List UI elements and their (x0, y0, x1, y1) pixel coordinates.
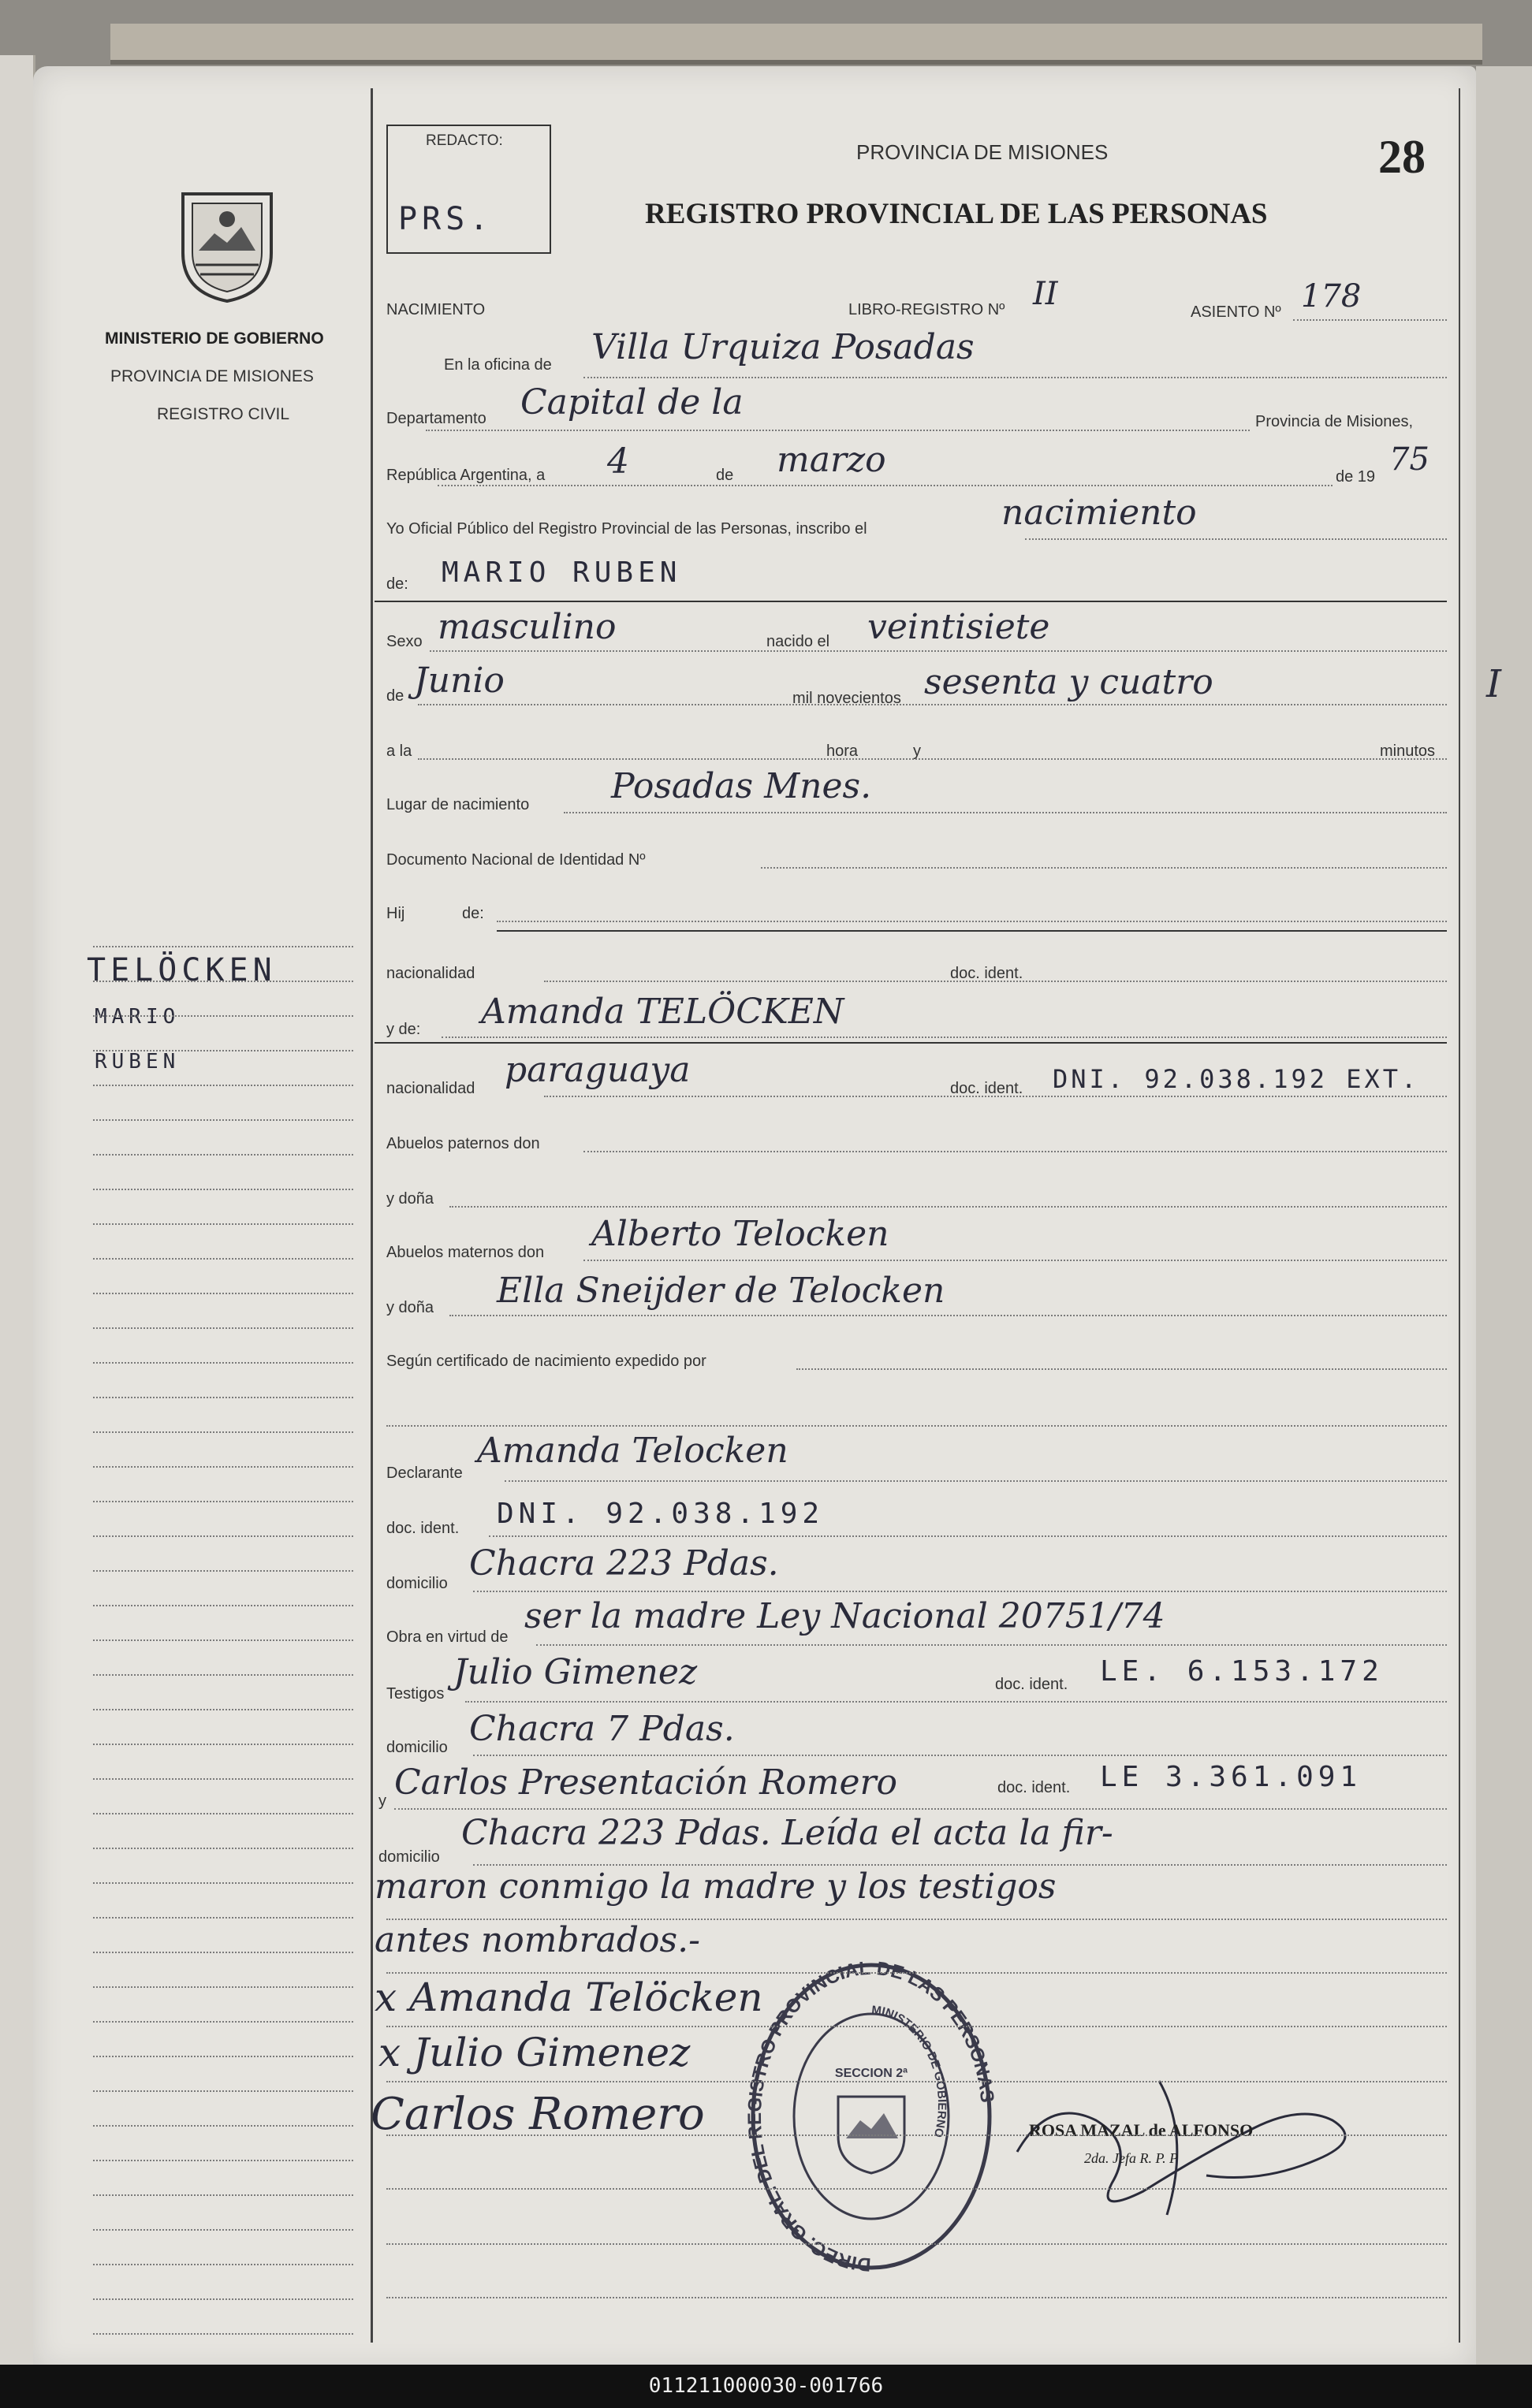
form-ruled-line (449, 1315, 1447, 1316)
form-ruled-line (386, 2081, 1447, 2082)
form-ruled-line (796, 1368, 1447, 1370)
sidebar-ruled-line (93, 1778, 353, 1780)
sidebar-ruled-line (93, 1189, 353, 1190)
declarante-label: Declarante (386, 1465, 463, 1482)
domicilio-value: Chacra 223 Pdas. (469, 1543, 779, 1584)
de-colon-label: de: (462, 905, 484, 922)
ministry-label: MINISTERIO DE GOBIERNO (105, 329, 324, 348)
testigo1-value: Julio Gimenez (453, 1652, 698, 1692)
nacionalidad2-label: nacionalidad (386, 1080, 475, 1097)
domicilio-t2-label: domicilio (378, 1848, 440, 1866)
form-ruled-line (497, 921, 1447, 922)
domicilio-t1-label: domicilio (386, 1739, 448, 1756)
form-ruled-line (583, 377, 1447, 378)
margin-divider (371, 88, 373, 2343)
form-ruled-line (505, 1480, 1447, 1482)
sidebar-ruled-line (93, 1986, 353, 1988)
signature-witness-2: Carlos Romero (371, 2089, 705, 2140)
sidebar-ruled-line (93, 1605, 353, 1606)
sidebar-ruled-line (93, 1639, 353, 1641)
minutos-label: minutos (1380, 742, 1436, 760)
lugar-value: Posadas Mnes. (611, 766, 872, 806)
oficial-label: Yo Oficial Público del Registro Provincial de las Personas, inscribo el (386, 520, 867, 538)
sidebar-ruled-line (93, 1535, 353, 1537)
svg-text:DIREC. GRAL. DEL REGISTRO PROV (745, 1959, 997, 2274)
sidebar-ruled-line (93, 2194, 353, 2196)
sidebar-ruled-line (93, 1882, 353, 1884)
form-ruled-line (386, 1425, 1447, 1427)
sidebar-ruled-line (93, 1085, 353, 1086)
sidebar-ruled-line (93, 981, 353, 982)
anio-nac-value: sesenta y cuatro (924, 662, 1213, 702)
provincia-suffix: Provincia de Misiones, (1255, 413, 1414, 430)
nombre-value: MARIO RUBEN (442, 556, 682, 589)
sidebar-ruled-line (93, 2090, 353, 2092)
sidebar-office: REGISTRO CIVIL (157, 405, 290, 423)
y-label: y (913, 742, 921, 760)
official-stamp (745, 1959, 997, 2278)
margin-note-second-name: RUBEN (95, 1050, 181, 1074)
form-ruled-line (465, 1701, 1447, 1703)
form-ruled-line (544, 981, 1447, 982)
form-ruled-line (426, 430, 1250, 431)
stamp-section-text: SECCION 2ª (834, 2067, 908, 2080)
form-ruled-line (418, 758, 1447, 760)
form-ruled-line (386, 2134, 1447, 2136)
form-ruled-line (1293, 319, 1447, 321)
sidebar-ruled-line (93, 2229, 353, 2231)
domicilio-t1-value: Chacra 7 Pdas. (469, 1709, 735, 1749)
sidebar-ruled-line (93, 1952, 353, 1953)
sidebar-ruled-line (93, 1223, 353, 1225)
form-ruled-line (418, 704, 1447, 705)
y-de-label: y de: (386, 1021, 421, 1038)
hij-label: Hij (386, 905, 405, 922)
form-ruled-line (438, 485, 1333, 486)
doc-ident-label: doc. ident. (950, 965, 1023, 982)
mes-nac-value: Junio (414, 661, 505, 701)
form-ruled-line (386, 2297, 1447, 2298)
stamp-outer-text: DIREC. GRAL. DEL REGISTRO PROVINCIAL DE LAS PERSONAS (745, 1959, 997, 2274)
page-title: REGISTRO PROVINCIAL DE LAS PERSONAS (645, 198, 1268, 230)
de-label: de (716, 467, 734, 484)
libro-value: II (1033, 276, 1058, 312)
doc-ident2-label: doc. ident. (950, 1080, 1023, 1097)
oficina-value: Villa Urquiza Posadas (591, 327, 975, 367)
acto-value: nacimiento (1001, 493, 1197, 533)
form-ruled-line (449, 1206, 1447, 1208)
form-ruled-line (1025, 538, 1447, 540)
sidebar-ruled-line (93, 1466, 353, 1468)
testigo1-doc-label: doc. ident. (995, 1676, 1068, 1693)
header-province: PROVINCIA DE MISIONES (856, 140, 1109, 164)
domicilio-t2-value: Chacra 223 Pdas. Leída el acta la fir- (461, 1813, 1113, 1853)
doc-madre-value: DNI. 92.038.192 EXT. (1053, 1064, 1420, 1094)
continuation-line-2: antes nombrados.- (375, 1920, 700, 1960)
abuelos-pat-label: Abuelos paternos don (386, 1135, 540, 1152)
sidebar-ruled-line (93, 1570, 353, 1572)
sidebar-ruled-line (93, 1362, 353, 1364)
sidebar-ruled-line (93, 2056, 353, 2057)
hora-label: hora (826, 742, 859, 760)
nacionalidad2-value: paraguaya (505, 1050, 691, 1090)
form-ruled-line (442, 1037, 1447, 1038)
sidebar-ruled-line (93, 2125, 353, 2127)
dia-value: 4 (607, 441, 629, 482)
sidebar-ruled-line (93, 946, 353, 947)
sidebar-ruled-line (93, 2298, 353, 2300)
form-ruled-line (386, 1972, 1447, 1974)
form-ruled-line (394, 1808, 1447, 1810)
page-number: 28 (1378, 131, 1426, 183)
form-ruled-line (536, 1644, 1447, 1646)
sidebar-ruled-line (93, 1258, 353, 1260)
testigo2-doc: LE 3.361.091 (1100, 1761, 1362, 1793)
left-page-edge (0, 55, 35, 2365)
continuation-line-1: maron conmigo la madre y los testigos (375, 1866, 1057, 1907)
form-ruled-line (489, 1535, 1447, 1537)
obra-value: ser la madre Ley Nacional 20751/74 (524, 1596, 1165, 1636)
nacionalidad-label: nacionalidad (386, 965, 475, 982)
libro-label: LIBRO-REGISTRO Nº (848, 301, 1005, 318)
margin-mark: I (1486, 662, 1501, 706)
sexo-label: Sexo (386, 633, 423, 650)
book-binding (110, 24, 1482, 65)
de-nombre-label: de: (386, 575, 408, 593)
redacto-label: REDACTO: (426, 132, 503, 149)
sidebar-ruled-line (93, 1709, 353, 1710)
sidebar-ruled-line (93, 1015, 353, 1017)
sidebar-ruled-line (93, 1431, 353, 1433)
dni-label: Documento Nacional de Identidad Nº (386, 851, 646, 869)
form-ruled-line (761, 867, 1447, 869)
sidebar-ruled-line (93, 1119, 353, 1121)
form-ruled-line (564, 812, 1447, 813)
sidebar-ruled-line (93, 2021, 353, 2023)
declarante-value: Amanda Telocken (477, 1431, 788, 1471)
sidebar-province: PROVINCIA DE MISIONES (110, 367, 314, 385)
obra-label: Obra en virtud de (386, 1628, 509, 1646)
mes-value: marzo (777, 440, 886, 480)
testigo1-doc: LE. 6.153.172 (1100, 1655, 1384, 1688)
form-ruled-line (430, 650, 1447, 652)
margin-note-name: MARIO (95, 1005, 181, 1029)
domicilio-label: domicilio (386, 1575, 448, 1592)
form-ruled-line (544, 1096, 1447, 1097)
mil-label: mil novecientos (792, 690, 901, 707)
form-ruled-line (386, 2026, 1447, 2027)
abuelos-mat-label: Abuelos maternos don (386, 1244, 545, 1261)
archive-code: 011211000030-001766 (0, 2365, 1532, 2408)
abuela-mat-value: Ella Sneijder de Telocken (497, 1271, 945, 1311)
province-seal (175, 186, 279, 308)
abuelo-mat-value: Alberto Telocken (591, 1214, 889, 1254)
sidebar-ruled-line (93, 1293, 353, 1294)
oficina-label: En la oficina de (444, 356, 552, 374)
signature-witness-1: x Julio Gimenez (378, 2030, 691, 2075)
form-section-rule (497, 930, 1447, 932)
sidebar-ruled-line (93, 1813, 353, 1814)
form-ruled-line (473, 1755, 1447, 1756)
form-ruled-line (386, 2188, 1447, 2190)
y-dona-mat-label: y doña (386, 1299, 434, 1316)
form-ruled-line (386, 1919, 1447, 1920)
de-mes-label: de (386, 687, 404, 705)
form-section-rule (375, 601, 1447, 602)
sidebar-ruled-line (93, 1327, 353, 1329)
y-testigo2-label: y (378, 1792, 386, 1810)
nacido-value: veintisiete (867, 607, 1050, 647)
sexo-value: masculino (438, 607, 617, 647)
departamento-value: Capital de la (520, 382, 744, 422)
form-ruled-line (386, 2243, 1447, 2245)
de19-label: de 19 (1336, 468, 1376, 486)
sidebar-ruled-line (93, 1674, 353, 1676)
official-title: 2da. Jefa R. P. P (1084, 2150, 1179, 2166)
testigo2-value: Carlos Presentación Romero (394, 1762, 898, 1803)
sidebar-ruled-line (93, 1917, 353, 1919)
doc-decl-value: DNI. 92.038.192 (497, 1498, 825, 1530)
nacido-label: nacido el (766, 633, 830, 650)
form-ruled-line (473, 1864, 1447, 1866)
sidebar-ruled-line (93, 1050, 353, 1051)
form-ruled-line (473, 1591, 1447, 1592)
madre-value: Amanda TELÖCKEN (481, 992, 844, 1032)
doc-decl-label: doc. ident. (386, 1520, 460, 1537)
form-ruled-line (583, 1260, 1447, 1261)
lugar-label: Lugar de nacimiento (386, 796, 530, 813)
asiento-value: 178 (1301, 278, 1362, 314)
margin-note-surname: TELÖCKEN (87, 952, 277, 988)
right-border (1459, 88, 1460, 2343)
official-signature (1001, 2065, 1380, 2227)
republica-label: República Argentina, a (386, 467, 546, 484)
sidebar-ruled-line (93, 2333, 353, 2335)
sidebar-ruled-line (93, 2160, 353, 2161)
right-page-edge (1476, 66, 1532, 2372)
signature-mother: x Amanda Telöcken (375, 1974, 763, 2020)
testigos-label: Testigos (386, 1685, 445, 1703)
sidebar-ruled-line (93, 1154, 353, 1156)
asiento-label: ASIENTO Nº (1191, 303, 1281, 321)
form-ruled-line (583, 1151, 1447, 1152)
segun-label: Según certificado de nacimiento expedido por (386, 1353, 706, 1370)
testigo2-doc-label: doc. ident. (997, 1779, 1071, 1796)
sidebar-ruled-line (93, 1848, 353, 1849)
redacto-value: PRS. (398, 201, 494, 237)
form-section-rule (375, 1042, 1447, 1044)
anio-value: 75 (1389, 441, 1429, 478)
sidebar-ruled-line (93, 2264, 353, 2265)
sidebar-ruled-line (93, 1501, 353, 1502)
nacimiento-label: NACIMIENTO (386, 301, 486, 318)
sidebar-ruled-line (93, 1397, 353, 1398)
departamento-label: Departamento (386, 410, 486, 427)
y-dona-pat-label: y doña (386, 1190, 434, 1208)
stamp-inner-text: MINISTERIO DE GOBIERNO (870, 2003, 949, 2139)
official-name: ROSA MAZAL de ALFONSO (1029, 2120, 1254, 2140)
sidebar-ruled-line (93, 1744, 353, 1745)
a-la-label: a la (386, 742, 412, 760)
